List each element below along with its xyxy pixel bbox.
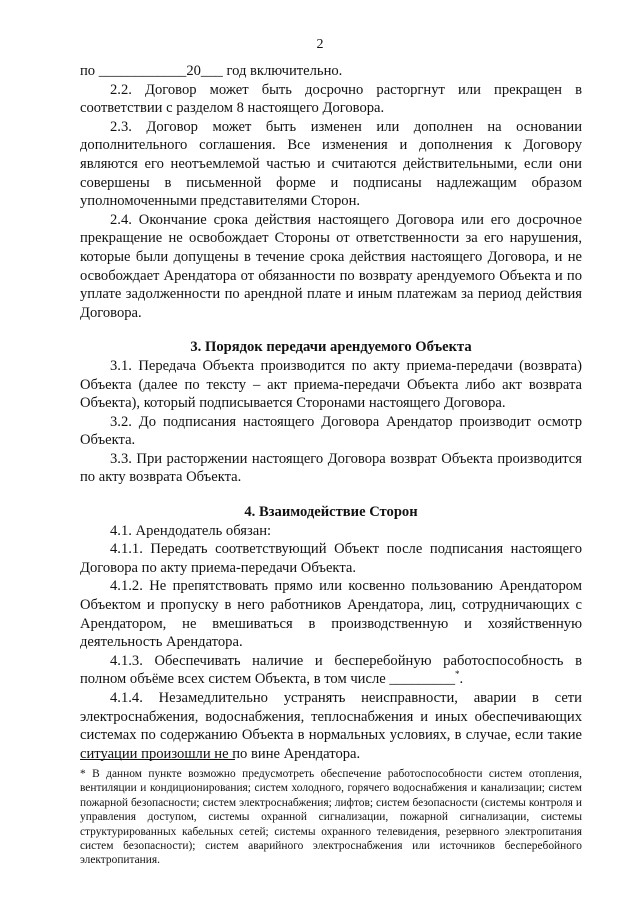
section-3-heading: 3. Порядок передачи арендуемого Объекта — [190, 339, 472, 356]
paragraph-4-1-4: 4.1.4. Незамедлительно устранять неисправности, аварии в сети электроснабжения, водоснабжения, теплоснабжения и иных обеспечивающих системах по содержанию Объекта в нормальных условиях, в случае, если такие ситуации произошли не по вине Арендатора. — [80, 690, 582, 762]
paragraph-2-4: 2.4. Окончание срока действия настоящего Договора или его досрочное прекращение не освобождает Стороны от ответственности за его нарушения, которые были допущены в течение срока действия настоящего Договора, и не освобождает Арендатора от обязанности по возврату арендуемого Объекта и по уплате задолженности по арендной плате и иным платежам за период действия Договора. — [80, 211, 582, 321]
paragraph-term-end: по ____________20___ год включительно. — [80, 63, 343, 79]
footnote-text: * В данном пункте возможно предусмотреть обеспечение работоспособности систем отопления, вентиляции и кондиционирования; систем холодного, горячего водоснабжения и канализации; систем пожарной безопасности; систем электроснабжения; лифтов; систем безопасности (системы контроля и управления доступом, системы охранной сигнализации, пожарной сигнализации, системы структурированных кабельных сетей; системы охранного телевидения, резервного электропитания систем безопасности); систем аварийного электроснабжения или источников бесперебойного электропитания. — [80, 768, 582, 867]
paragraph-3-3: 3.3. При расторжении настоящего Договора возврат Объекта производится по акту возврата Объекта. — [80, 450, 582, 486]
footnote-divider — [80, 759, 235, 760]
page-number: 2 — [316, 37, 324, 52]
paragraph-4-1-3-end: . — [459, 671, 464, 688]
paragraph-4-1-2: 4.1.2. Не препятствовать прямо или косвенно пользованию Арендатором Объектом и пропуску в него работников Арендатора, лиц, сотрудничающих с Арендатором, не вмешиваться в производственную и хозяйственную деятельность Арендатора. — [80, 578, 582, 651]
paragraph-2-2: 2.2. Договор может быть досрочно расторгнут или прекращен в соответствии с разделом 8 настоящего Договора. — [80, 81, 582, 117]
paragraph-2-3: 2.3. Договор может быть изменен или дополнен на основании дополнительного соглашения. Все изменения и дополнения к Договору являются его неотъемлемой частью и считаются действительными, если они совершены в письменной форме и подписаны надлежащим образом уполномоченными представителями Сторон. — [80, 118, 582, 210]
paragraph-4-1-3-text: 4.1.3. Обеспечивать наличие и бесперебойную работоспособность в полном объёме всех систем Объекта, в том числе _________ — [80, 652, 582, 688]
document-body — [80, 62, 582, 763]
paragraph-3-1: 3.1. Передача Объекта производится по акту приема-передачи (возврата) Объекта (далее по тексту – акт приема-передачи Объекта либо акт возврата Объекта), который подписывается Сторонами настоящего Договора. — [80, 357, 582, 412]
paragraph-3-2: 3.2. До подписания настоящего Договора Арендатор производит осмотр Объекта. — [80, 413, 582, 449]
paragraph-4-1-1: 4.1.1. Передать соответствующий Объект после подписания настоящего Договора по акту приема-передачи Объекта. — [80, 541, 582, 576]
paragraph-4-1-3 — [80, 652, 582, 689]
section-4-heading: 4. Взаимодействие Сторон — [244, 504, 418, 521]
paragraph-4-1: 4.1. Арендодатель обязан: — [110, 522, 272, 539]
footnote-reference-mark: * — [455, 669, 460, 680]
